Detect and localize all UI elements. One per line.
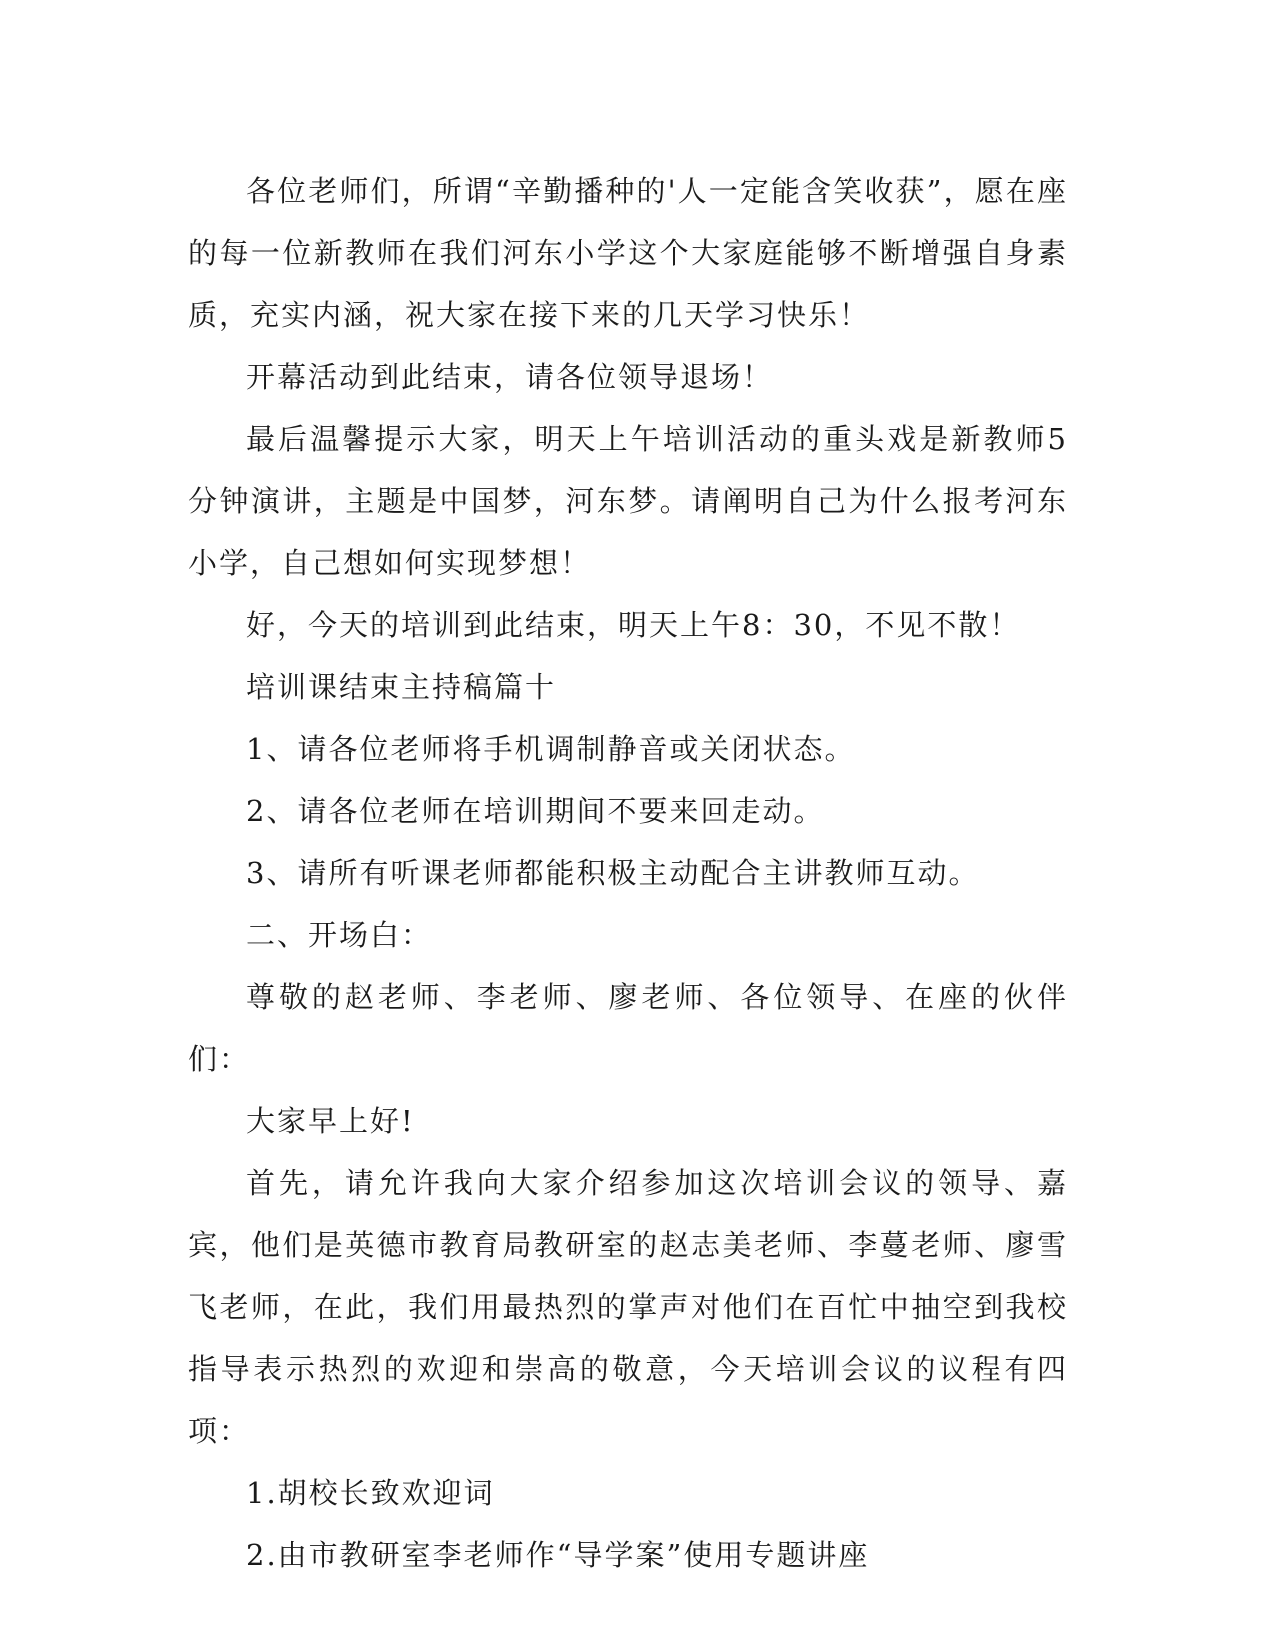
paragraph-greeting: 大家早上好! xyxy=(246,1104,415,1138)
paragraph-salutation: 尊敬的赵老师、李老师、廖老师、各位领导、在座的伙伴们： xyxy=(188,980,1068,1076)
paragraph-opening-end: 开幕活动到此结束，请各位领导退场！ xyxy=(246,360,774,394)
paragraph-reminder: 最后温馨提示大家，明天上午培训活动的重头戏是新教师5分钟演讲，主题是中国梦，河东梦。请阐明自己为什么报考河东小学，自己想如何实现梦想！ xyxy=(188,422,1068,580)
paragraph-closing-wishes: 各位老师们，所谓“辛勤播种的'人一定能含笑收获”，愿在座的每一位新教师在我们河东小学这个大家庭能够不断增强自身素质，充实内涵，祝大家在接下来的几天学习快乐！ xyxy=(188,174,1068,332)
list-item-rule-3: 3、请所有听课老师都能积极主动配合主讲教师互动。 xyxy=(246,856,980,890)
list-item-rule-1: 1、请各位老师将手机调制静音或关闭状态。 xyxy=(246,732,856,766)
list-item-rule-2: 2、请各位老师在培训期间不要来回走动。 xyxy=(246,794,825,828)
document-body xyxy=(188,160,1068,1586)
paragraph-farewell: 好，今天的培训到此结束，明天上午8：30，不见不散！ xyxy=(246,608,1021,642)
subheading-opening: 二、开场白： xyxy=(246,918,433,952)
section-heading: 培训课结束主持稿篇十 xyxy=(246,670,557,704)
paragraph-introduction: 首先，请允许我向大家介绍参加这次培训会议的领导、嘉宾，他们是英德市教育局教研室的赵志美老师、李蔓老师、廖雪飞老师，在此，我们用最热烈的掌声对他们在百忙中抽空到我校指导表示热烈的欢迎和崇高的敬意，今天培训会议的议程有四项： xyxy=(188,1166,1068,1448)
agenda-item-1: 1.胡校长致欢迎词 xyxy=(246,1476,495,1510)
agenda-item-2: 2.由市教研室李老师作“导学案”使用专题讲座 xyxy=(246,1538,870,1572)
